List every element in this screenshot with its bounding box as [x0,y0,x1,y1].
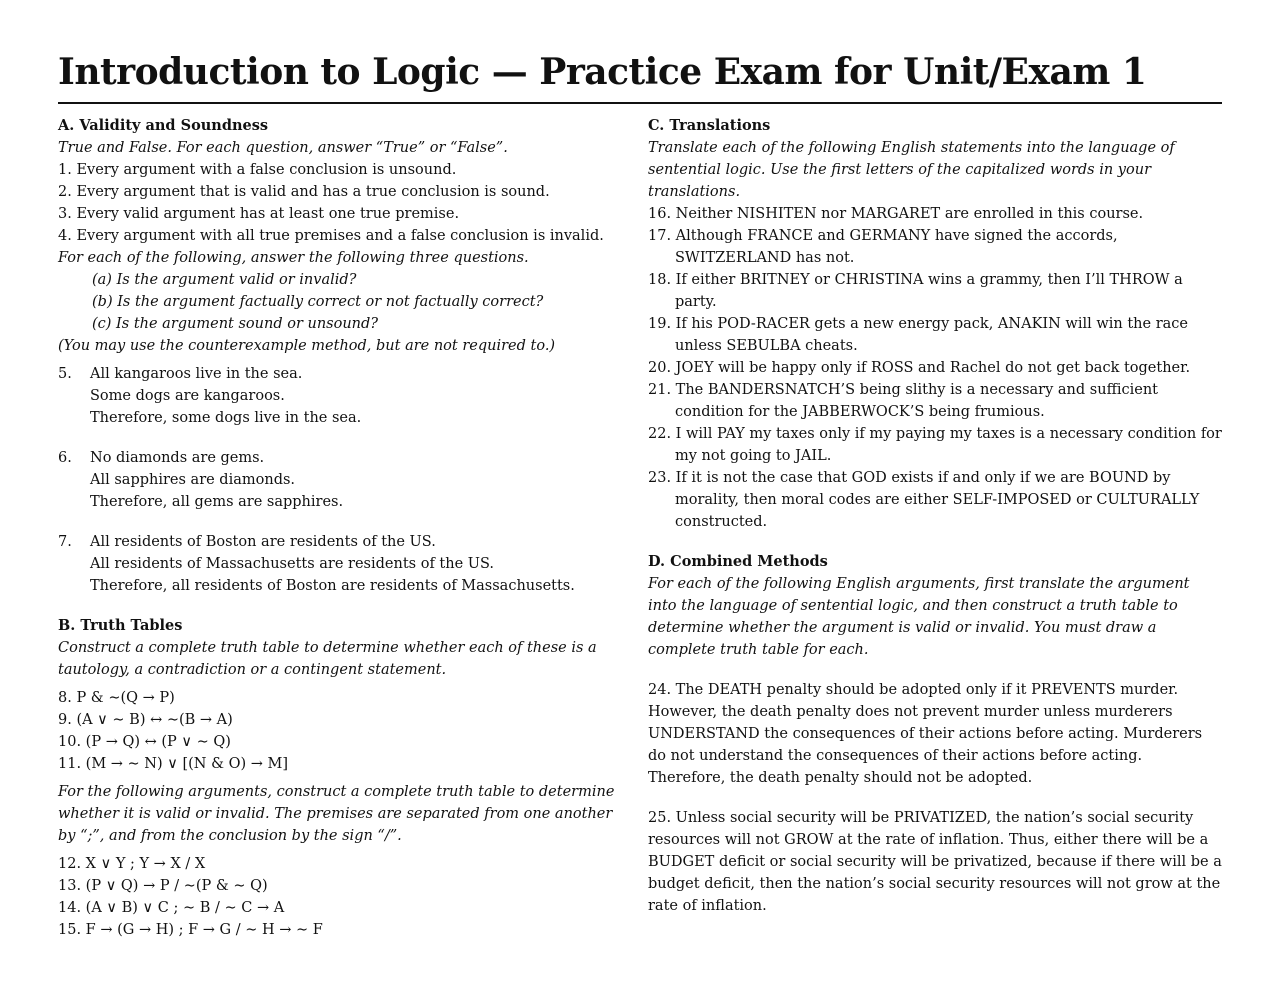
tf-item-1: 1. Every argument with a false conclusion is unsound. [58,162,457,178]
argument-15: 15. F → (G → H) ; F → G / ∼ H → ∼ F [58,922,323,938]
section-d-heading: D. Combined Methods [648,553,828,570]
counterexample-note: (You may use the counterexample method, but are not required to.) [58,338,556,354]
translation-23: 23. If it is not the case that GOD exists if and only if we are BOUND by morality, then moral codes are either SELF-IMPOSED or CULTURALLY constructed. [648,470,1200,530]
conclusion: Therefore, all residents of Boston are residents of Massachusetts. [90,578,575,594]
combined-24: 24. The DEATH penalty should be adopted only if it PREVENTS murder. However, the death penalty does not prevent murder unless murderers UNDERSTAND the consequences of their actions before acting. Murderers do not understand the consequences of their actions before acting. Therefore, the death penalty should not be adopted. [648,682,1203,786]
statement-9: 9. (A ∨ ∼ B) ↔ ∼(B → A) [58,712,233,728]
translation-21: 21. The BANDERSNATCH’S being slithy is a necessary and sufficient condition for the JABBERWOCK’S being frumious. [648,382,1159,420]
translation-17: 17. Although FRANCE and GERMANY have signed the accords, SWITZERLAND has not. [648,228,1118,266]
statement-10: 10. (P → Q) ↔ (P ∨ ∼ Q) [58,734,231,750]
section-b-instructions-2: For the following arguments, construct a complete truth table to determine whether it is valid or invalid. The premises are separated from one another by “;”, and from the conclusion by the sign “/”. [58,784,615,844]
section-b-heading: B. Truth Tables [58,617,183,634]
question-a: (a) Is the argument valid or invalid? [92,272,357,288]
section-d-instructions: For each of the following English arguments, first translate the argument into the language of sentential logic, and then construct a truth table to determine whether the argument is valid or invalid. You must draw a complete truth table for each. [648,576,1190,658]
premise: All kangaroos live in the sea. [90,366,303,382]
premise: All residents of Boston are residents of the US. [90,534,436,550]
statement-11: 11. (M → ∼ N) ∨ [(N & O) → M] [58,756,289,772]
translation-18: 18. If either BRITNEY or CHRISTINA wins a grammy, then I’ll THROW a party. [648,272,1183,310]
argument-7 [58,531,633,597]
question-c: (c) Is the argument sound or unsound? [92,316,379,332]
section-a-heading: A. Validity and Soundness [58,117,269,134]
premise: No diamonds are gems. [90,450,265,466]
conclusion: Therefore, all gems are sapphires. [90,494,344,510]
right-column [648,115,1222,917]
argument-number: 5. [58,366,72,382]
tf-item-2: 2. Every argument that is valid and has a true conclusion is sound. [58,184,550,200]
exam-page [58,0,1222,989]
title-divider [58,102,1222,104]
translation-19: 19. If his POD-RACER gets a new energy pack, ANAKIN will win the race unless SEBULBA cheats. [648,316,1188,354]
page-title: Introduction to Logic — Practice Exam for Unit/Exam 1 [58,51,1147,93]
tf-item-4: 4. Every argument with all true premises and a false conclusion is invalid. [58,228,604,244]
question-b: (b) Is the argument factually correct or not factually correct? [92,294,544,310]
translation-20: 20. JOEY will be happy only if ROSS and Rachel do not get back together. [648,360,1191,376]
left-column [58,115,633,941]
statement-8: 8. P & ∼(Q → P) [58,690,175,706]
argument-5 [58,363,633,429]
argument-number: 7. [58,534,72,550]
section-c-heading: C. Translations [648,117,771,134]
section-c-instructions: Translate each of the following English statements into the language of sentential logic. Use the first letters of the capitalized words in your translations. [648,140,1175,200]
tf-item-3: 3. Every valid argument has at least one true premise. [58,206,460,222]
argument-14: 14. (A ∨ B) ∨ C ; ∼ B / ∼ C → A [58,900,285,916]
argument-6 [58,447,633,513]
premise: Some dogs are kangaroos. [90,388,285,404]
combined-25: 25. Unless social security will be PRIVATIZED, the nation’s social security resources will not GROW at the rate of inflation. Thus, either there will be a BUDGET deficit or social security will be privatized, because if there will be a budget deficit, then the nation’s social security resources will not grow at the rate of inflation. [648,810,1222,914]
section-a-instructions-2: For each of the following, answer the following three questions. [58,250,529,266]
argument-13: 13. (P ∨ Q) → P / ∼(P & ∼ Q) [58,878,268,894]
section-b-instructions: Construct a complete truth table to determine whether each of these is a tautology, a contradiction or a contingent statement. [58,640,597,678]
conclusion: Therefore, some dogs live in the sea. [90,410,362,426]
argument-12: 12. X ∨ Y ; Y → X / X [58,856,206,872]
premise: All sapphires are diamonds. [90,472,296,488]
translation-22: 22. I will PAY my taxes only if my paying my taxes is a necessary condition for my not going to JAIL. [648,426,1222,464]
translation-16: 16. Neither NISHITEN nor MARGARET are enrolled in this course. [648,206,1144,222]
argument-number: 6. [58,450,72,466]
premise: All residents of Massachusetts are residents of the US. [90,556,495,572]
section-a-instructions: True and False. For each question, answer “True” or “False”. [58,140,508,156]
